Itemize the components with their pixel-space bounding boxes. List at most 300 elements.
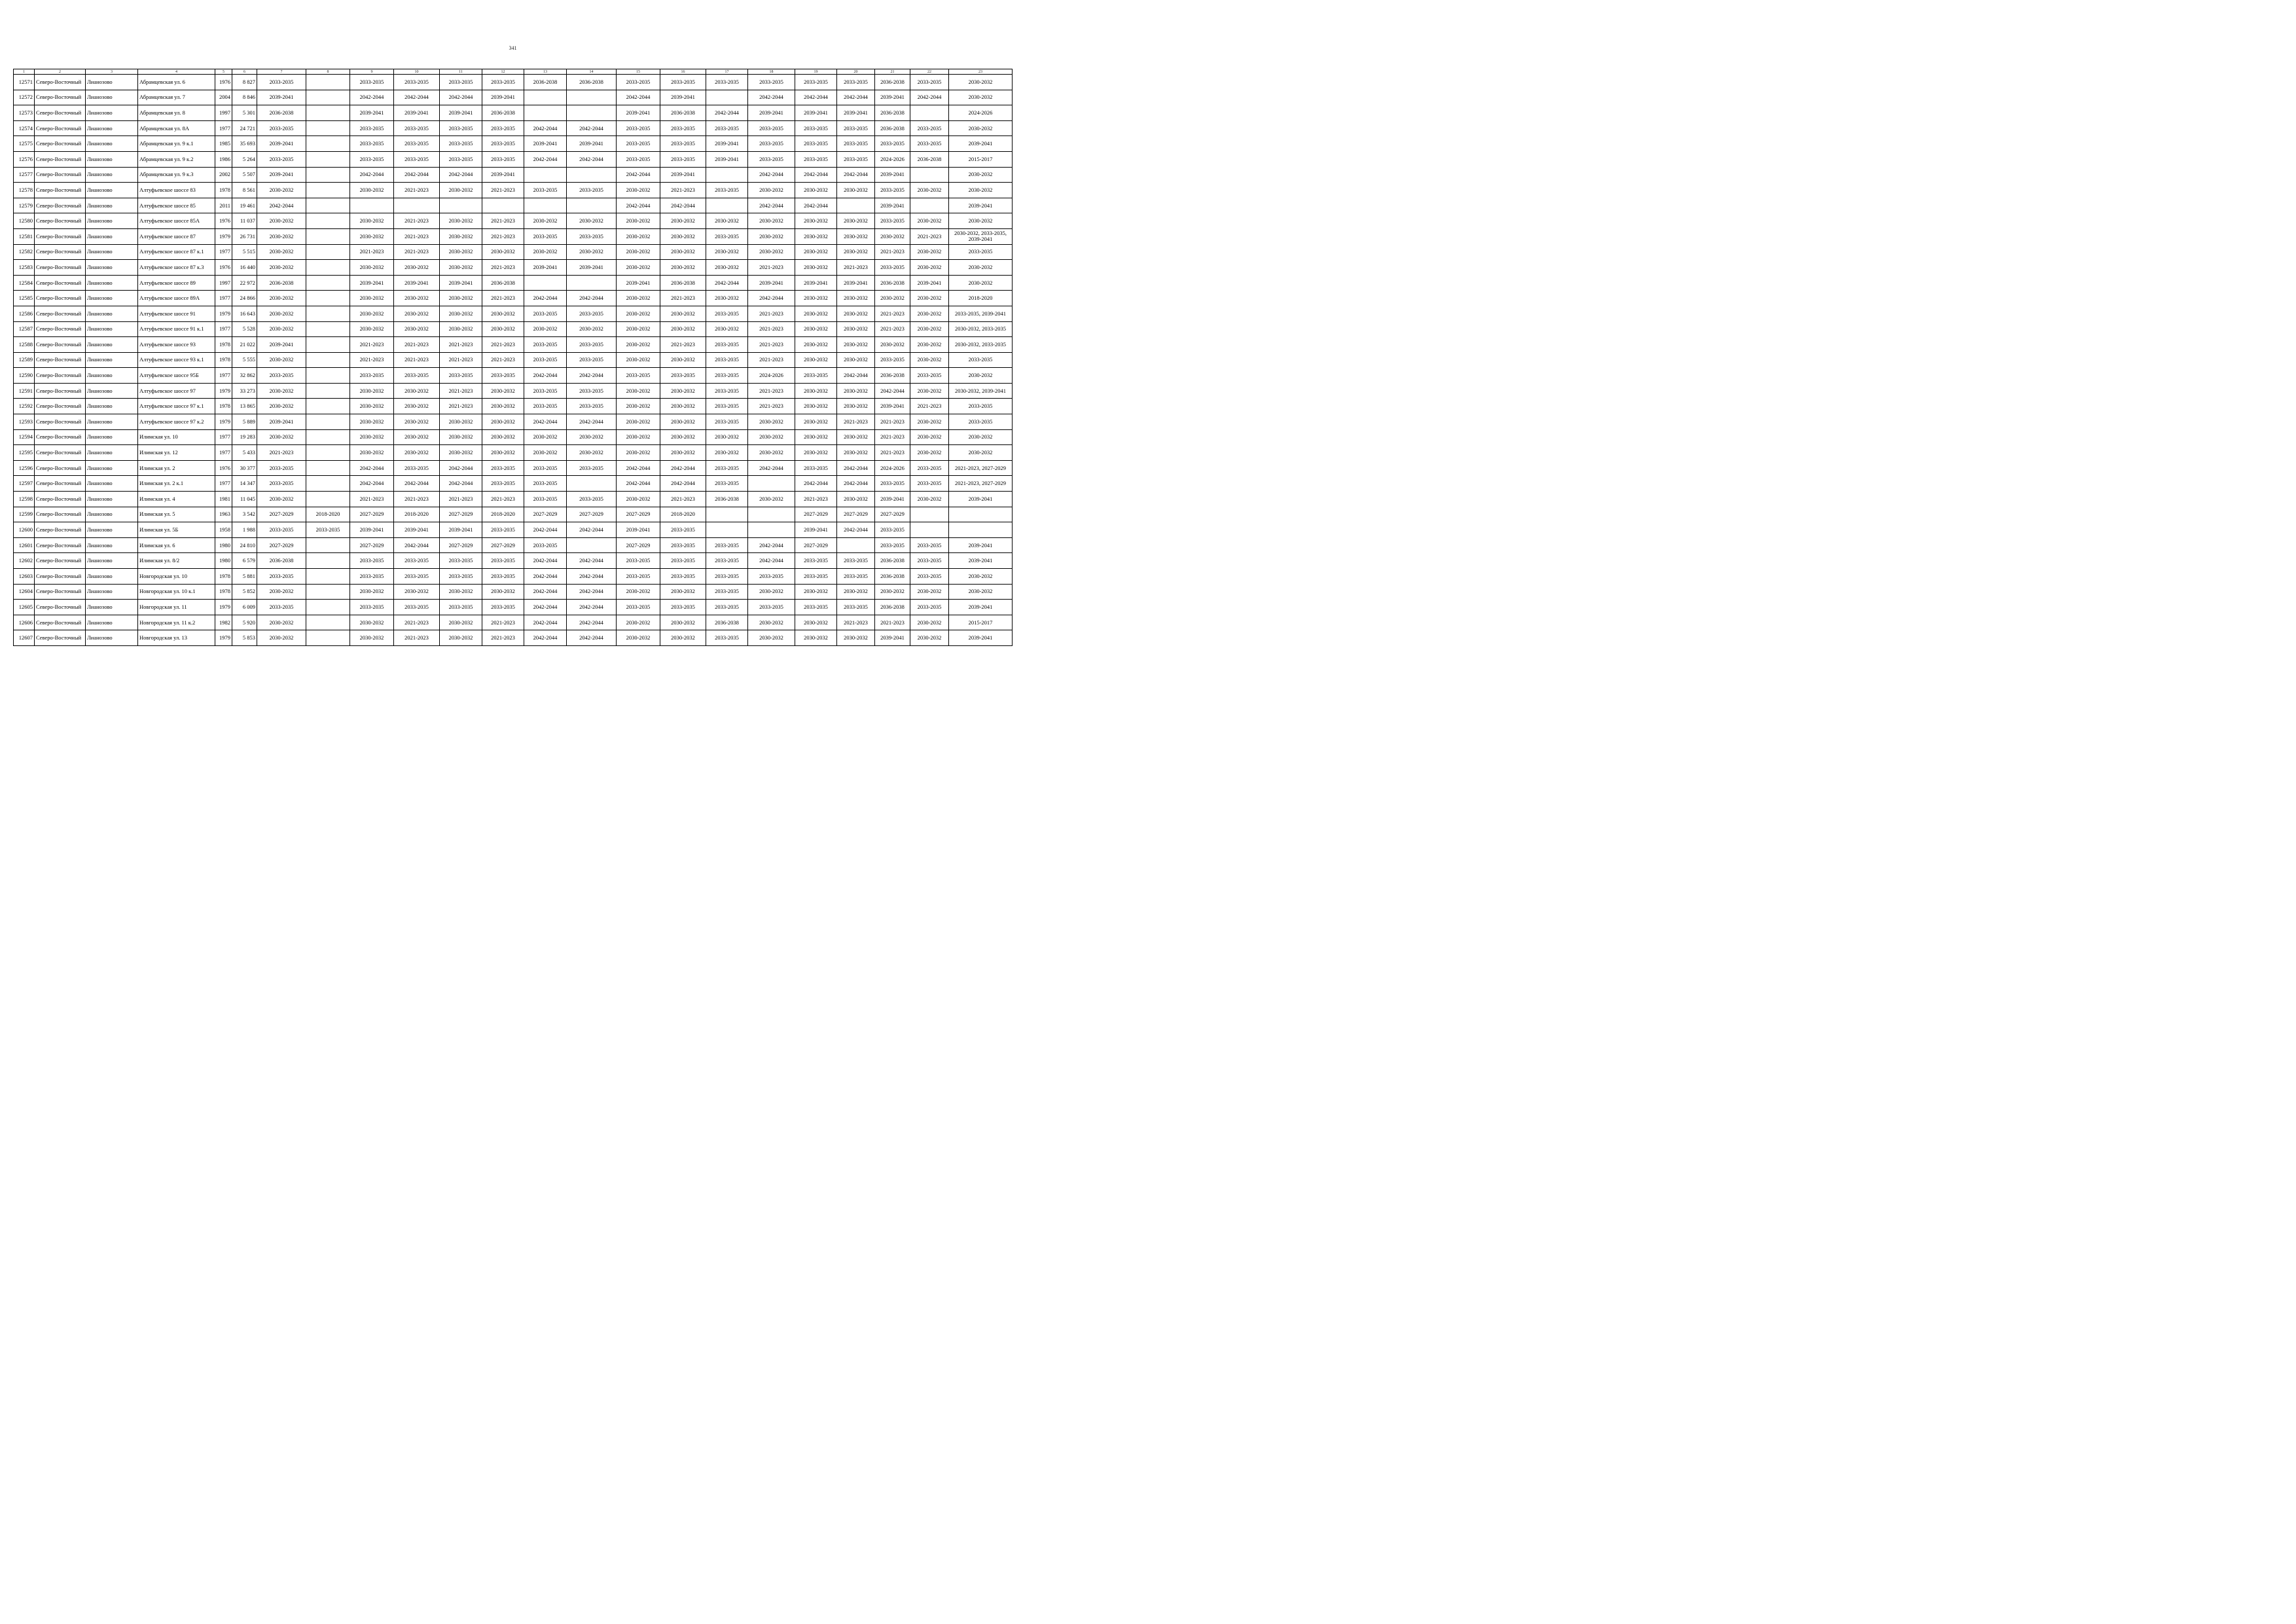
- table-cell-col-9: 2030-2032: [350, 228, 394, 244]
- table-cell-col-1: 12595: [14, 445, 35, 461]
- table-cell-col-11: 2021-2023: [440, 399, 482, 414]
- table-cell-col-4: Илимская ул. 6: [138, 537, 215, 553]
- table-cell-col-13: 2042-2044: [524, 615, 567, 630]
- table-cell-col-19: 2042-2044: [795, 167, 837, 183]
- table-cell-col-20: [837, 198, 875, 213]
- table-row: [14, 522, 1013, 538]
- table-cell-col-5: 1977: [215, 368, 232, 384]
- table-cell-col-5: 1981: [215, 492, 232, 507]
- table-cell-col-20: 2030-2032: [837, 584, 875, 600]
- table-cell-col-8: [306, 306, 350, 321]
- table-cell-col-22: 2033-2035: [910, 75, 949, 90]
- table-cell-col-12: [482, 198, 524, 213]
- table-cell-col-22: 2030-2032: [910, 429, 949, 445]
- table-cell-col-2: Северо-Восточный: [35, 244, 86, 260]
- table-cell-col-11: 2030-2032: [440, 213, 482, 229]
- table-cell-col-1: 12600: [14, 522, 35, 538]
- table-cell-col-15: 2030-2032: [617, 337, 660, 353]
- table-cell-col-22: 2021-2023: [910, 399, 949, 414]
- table-cell-col-16: 2030-2032: [660, 399, 706, 414]
- table-cell-col-5: 1978: [215, 584, 232, 600]
- table-cell-col-9: 2030-2032: [350, 383, 394, 399]
- table-cell-col-11: 2033-2035: [440, 553, 482, 569]
- table-cell-col-23: 2030-2032, 2033-2035: [949, 321, 1013, 337]
- table-cell-col-15: 2030-2032: [617, 352, 660, 368]
- table-cell-col-19: 2030-2032: [795, 306, 837, 321]
- table-cell-col-8: 2033-2035: [306, 522, 350, 538]
- table-row: [14, 429, 1013, 445]
- table-cell-col-8: [306, 136, 350, 152]
- table-cell-col-20: 2042-2044: [837, 167, 875, 183]
- table-cell-col-13: 2042-2044: [524, 553, 567, 569]
- table-cell-col-12: 2030-2032: [482, 306, 524, 321]
- table-cell-col-5: 1977: [215, 120, 232, 136]
- table-cell-col-15: 2039-2041: [617, 275, 660, 291]
- table-cell-col-2: Северо-Восточный: [35, 198, 86, 213]
- table-cell-col-6: 5 507: [232, 167, 257, 183]
- table-cell-col-18: 2030-2032: [748, 213, 795, 229]
- table-cell-col-18: 2042-2044: [748, 167, 795, 183]
- table-cell-col-15: 2042-2044: [617, 90, 660, 105]
- table-cell-col-21: 2039-2041: [875, 399, 910, 414]
- table-cell-col-21: 2036-2038: [875, 553, 910, 569]
- table-cell-col-12: 2033-2035: [482, 460, 524, 476]
- table-cell-col-3: Лианозово: [86, 198, 138, 213]
- table-cell-col-12: 2030-2032: [482, 414, 524, 430]
- table-cell-col-17: 2030-2032: [706, 244, 748, 260]
- table-cell-col-5: 1977: [215, 244, 232, 260]
- table-cell-col-15: 2033-2035: [617, 600, 660, 615]
- table-cell-col-1: 12593: [14, 414, 35, 430]
- table-cell-col-10: 2033-2035: [394, 120, 440, 136]
- table-cell-col-7: 2033-2035: [257, 120, 306, 136]
- table-cell-col-15: 2033-2035: [617, 368, 660, 384]
- table-cell-col-20: 2039-2041: [837, 105, 875, 121]
- table-cell-col-3: Лианозово: [86, 136, 138, 152]
- table-cell-col-15: 2030-2032: [617, 630, 660, 646]
- table-cell-col-23: [949, 522, 1013, 538]
- table-cell-col-3: Лианозово: [86, 368, 138, 384]
- table-cell-col-14: 2039-2041: [567, 136, 617, 152]
- table-cell-col-12: 2033-2035: [482, 120, 524, 136]
- table-cell-col-16: 2033-2035: [660, 368, 706, 384]
- table-cell-col-11: 2030-2032: [440, 244, 482, 260]
- table-cell-col-3: Лианозово: [86, 460, 138, 476]
- table-cell-col-11: 2039-2041: [440, 105, 482, 121]
- column-number: 5: [215, 69, 232, 75]
- table-cell-col-8: [306, 429, 350, 445]
- table-cell-col-23: 2015-2017: [949, 615, 1013, 630]
- table-cell-col-8: [306, 584, 350, 600]
- table-cell-col-15: 2042-2044: [617, 476, 660, 492]
- table-cell-col-13: 2042-2044: [524, 151, 567, 167]
- table-cell-col-13: 2042-2044: [524, 414, 567, 430]
- table-cell-col-8: [306, 368, 350, 384]
- table-cell-col-21: 2033-2035: [875, 476, 910, 492]
- table-cell-col-3: Лианозово: [86, 183, 138, 198]
- table-cell-col-15: 2033-2035: [617, 151, 660, 167]
- table-cell-col-2: Северо-Восточный: [35, 306, 86, 321]
- table-cell-col-7: 2039-2041: [257, 90, 306, 105]
- table-cell-col-21: 2036-2038: [875, 368, 910, 384]
- table-cell-col-11: 2027-2029: [440, 537, 482, 553]
- table-cell-col-3: Лианозово: [86, 120, 138, 136]
- table-cell-col-3: Лианозово: [86, 600, 138, 615]
- table-cell-col-2: Северо-Восточный: [35, 507, 86, 522]
- table-cell-col-1: 12582: [14, 244, 35, 260]
- table-cell-col-16: 2021-2023: [660, 183, 706, 198]
- table-cell-col-10: 2021-2023: [394, 244, 440, 260]
- column-number: 3: [86, 69, 138, 75]
- table-cell-col-19: 2042-2044: [795, 476, 837, 492]
- table-row: [14, 228, 1013, 244]
- table-cell-col-17: 2033-2035: [706, 553, 748, 569]
- table-cell-col-15: 2042-2044: [617, 167, 660, 183]
- table-cell-col-23: 2033-2035: [949, 244, 1013, 260]
- table-cell-col-22: 2039-2041: [910, 275, 949, 291]
- table-cell-col-12: 2021-2023: [482, 228, 524, 244]
- table-cell-col-19: 2030-2032: [795, 321, 837, 337]
- table-cell-col-14: 2042-2044: [567, 291, 617, 306]
- table-cell-col-9: 2030-2032: [350, 291, 394, 306]
- table-cell-col-13: 2030-2032: [524, 244, 567, 260]
- table-cell-col-9: 2042-2044: [350, 167, 394, 183]
- table-cell-col-16: 2030-2032: [660, 244, 706, 260]
- table-cell-col-10: 2042-2044: [394, 167, 440, 183]
- table-cell-col-8: [306, 399, 350, 414]
- table-cell-col-10: 2030-2032: [394, 445, 440, 461]
- table-cell-col-13: 2033-2035: [524, 476, 567, 492]
- table-cell-col-8: [306, 90, 350, 105]
- table-cell-col-7: 2033-2035: [257, 600, 306, 615]
- table-cell-col-2: Северо-Восточный: [35, 352, 86, 368]
- table-cell-col-3: Лианозово: [86, 399, 138, 414]
- table-cell-col-8: [306, 228, 350, 244]
- column-number: 19: [795, 69, 837, 75]
- table-cell-col-10: 2042-2044: [394, 90, 440, 105]
- table-cell-col-3: Лианозово: [86, 337, 138, 353]
- table-cell-col-19: 2030-2032: [795, 183, 837, 198]
- table-cell-col-13: 2033-2035: [524, 492, 567, 507]
- table-cell-col-9: 2021-2023: [350, 244, 394, 260]
- table-cell-col-14: [567, 275, 617, 291]
- table-row: [14, 90, 1013, 105]
- table-cell-col-9: 2021-2023: [350, 492, 394, 507]
- table-cell-col-3: Лианозово: [86, 615, 138, 630]
- table-cell-col-4: Алтуфьевское шоссе 87 к.1: [138, 244, 215, 260]
- table-cell-col-18: 2039-2041: [748, 105, 795, 121]
- table-cell-col-6: 26 731: [232, 228, 257, 244]
- table-cell-col-14: [567, 476, 617, 492]
- table-cell-col-6: 6 579: [232, 553, 257, 569]
- table-cell-col-21: 2039-2041: [875, 492, 910, 507]
- table-cell-col-18: 2021-2023: [748, 337, 795, 353]
- table-cell-col-2: Северо-Восточный: [35, 522, 86, 538]
- table-cell-col-4: Алтуфьевское шоссе 89: [138, 275, 215, 291]
- table-cell-col-22: 2030-2032: [910, 321, 949, 337]
- table-cell-col-8: 2018-2020: [306, 507, 350, 522]
- table-cell-col-20: 2030-2032: [837, 383, 875, 399]
- table-row: [14, 244, 1013, 260]
- table-cell-col-21: 2039-2041: [875, 167, 910, 183]
- table-cell-col-18: 2033-2035: [748, 600, 795, 615]
- table-cell-col-21: 2030-2032: [875, 337, 910, 353]
- table-cell-col-9: 2033-2035: [350, 600, 394, 615]
- table-cell-col-20: 2030-2032: [837, 244, 875, 260]
- table-cell-col-9: 2030-2032: [350, 213, 394, 229]
- table-cell-col-16: 2036-2038: [660, 105, 706, 121]
- table-cell-col-2: Северо-Восточный: [35, 167, 86, 183]
- table-cell-col-9: 2039-2041: [350, 105, 394, 121]
- table-cell-col-15: 2030-2032: [617, 492, 660, 507]
- column-number: 8: [306, 69, 350, 75]
- table-cell-col-9: 2030-2032: [350, 429, 394, 445]
- table-cell-col-22: 2030-2032: [910, 414, 949, 430]
- table-cell-col-14: 2033-2035: [567, 460, 617, 476]
- table-cell-col-11: 2021-2023: [440, 383, 482, 399]
- table-cell-col-16: 2042-2044: [660, 460, 706, 476]
- table-cell-col-22: 2036-2038: [910, 151, 949, 167]
- table-cell-col-11: 2033-2035: [440, 569, 482, 585]
- column-number: 11: [440, 69, 482, 75]
- table-cell-col-22: 2033-2035: [910, 368, 949, 384]
- table-cell-col-18: 2030-2032: [748, 615, 795, 630]
- table-cell-col-1: 12590: [14, 368, 35, 384]
- table-cell-col-11: 2030-2032: [440, 228, 482, 244]
- table-cell-col-8: [306, 600, 350, 615]
- table-cell-col-5: 1997: [215, 105, 232, 121]
- table-cell-col-10: 2018-2020: [394, 507, 440, 522]
- table-cell-col-5: 1980: [215, 553, 232, 569]
- table-cell-col-17: 2030-2032: [706, 291, 748, 306]
- table-cell-col-18: 2042-2044: [748, 198, 795, 213]
- table-cell-col-9: 2030-2032: [350, 414, 394, 430]
- table-cell-col-23: 2039-2041: [949, 600, 1013, 615]
- table-cell-col-13: 2033-2035: [524, 183, 567, 198]
- table-cell-col-18: 2042-2044: [748, 553, 795, 569]
- table-cell-col-20: 2030-2032: [837, 399, 875, 414]
- table-cell-col-16: 2033-2035: [660, 75, 706, 90]
- table-cell-col-5: 1979: [215, 306, 232, 321]
- table-cell-col-23: 2030-2032: [949, 120, 1013, 136]
- table-cell-col-16: 2033-2035: [660, 537, 706, 553]
- table-cell-col-3: Лианозово: [86, 352, 138, 368]
- table-cell-col-19: 2030-2032: [795, 213, 837, 229]
- table-cell-col-18: 2030-2032: [748, 492, 795, 507]
- table-cell-col-9: 2021-2023: [350, 352, 394, 368]
- data-table: [13, 69, 1013, 646]
- table-cell-col-17: [706, 507, 748, 522]
- table-cell-col-4: Абрамцевская ул. 9 к.3: [138, 167, 215, 183]
- column-number: 21: [875, 69, 910, 75]
- table-cell-col-21: 2021-2023: [875, 429, 910, 445]
- page-number: 341: [509, 45, 517, 51]
- table-cell-col-7: 2030-2032: [257, 244, 306, 260]
- table-cell-col-19: 2030-2032: [795, 429, 837, 445]
- table-cell-col-18: 2030-2032: [748, 183, 795, 198]
- table-cell-col-3: Лианозово: [86, 291, 138, 306]
- table-cell-col-9: 2030-2032: [350, 615, 394, 630]
- table-cell-col-9: 2030-2032: [350, 445, 394, 461]
- column-number: 1: [14, 69, 35, 75]
- table-row: [14, 275, 1013, 291]
- table-cell-col-6: 24 810: [232, 537, 257, 553]
- table-row: [14, 167, 1013, 183]
- table-cell-col-13: 2033-2035: [524, 352, 567, 368]
- table-cell-col-19: 2027-2029: [795, 507, 837, 522]
- table-cell-col-4: Алтуфьевское шоссе 97 к.2: [138, 414, 215, 430]
- table-cell-col-3: Лианозово: [86, 275, 138, 291]
- table-row: [14, 136, 1013, 152]
- table-cell-col-15: 2030-2032: [617, 584, 660, 600]
- table-cell-col-22: 2033-2035: [910, 569, 949, 585]
- table-cell-col-16: 2030-2032: [660, 615, 706, 630]
- table-cell-col-22: 2030-2032: [910, 213, 949, 229]
- table-cell-col-15: 2030-2032: [617, 321, 660, 337]
- table-cell-col-1: 12603: [14, 569, 35, 585]
- table-cell-col-16: 2042-2044: [660, 198, 706, 213]
- table-cell-col-2: Северо-Восточный: [35, 120, 86, 136]
- table-cell-col-17: 2033-2035: [706, 630, 748, 646]
- table-cell-col-12: 2030-2032: [482, 445, 524, 461]
- table-row: [14, 553, 1013, 569]
- table-cell-col-9: 2039-2041: [350, 275, 394, 291]
- table-cell-col-11: 2042-2044: [440, 167, 482, 183]
- table-cell-col-10: 2039-2041: [394, 275, 440, 291]
- table-cell-col-16: 2033-2035: [660, 151, 706, 167]
- column-number: 7: [257, 69, 306, 75]
- table-cell-col-23: 2033-2035: [949, 352, 1013, 368]
- table-cell-col-4: Алтуфьевское шоссе 85А: [138, 213, 215, 229]
- table-cell-col-7: 2033-2035: [257, 368, 306, 384]
- table-cell-col-11: 2042-2044: [440, 90, 482, 105]
- table-cell-col-12: 2033-2035: [482, 600, 524, 615]
- table-cell-col-19: 2030-2032: [795, 383, 837, 399]
- table-cell-col-23: 2030-2032, 2033-2035: [949, 337, 1013, 353]
- table-cell-col-4: Алтуфьевское шоссе 89А: [138, 291, 215, 306]
- table-cell-col-17: 2033-2035: [706, 120, 748, 136]
- table-cell-col-7: 2021-2023: [257, 445, 306, 461]
- table-cell-col-16: 2021-2023: [660, 291, 706, 306]
- table-cell-col-5: 1997: [215, 275, 232, 291]
- table-cell-col-10: [394, 198, 440, 213]
- table-cell-col-22: 2030-2032: [910, 244, 949, 260]
- table-cell-col-3: Лианозово: [86, 630, 138, 646]
- table-cell-col-20: 2042-2044: [837, 460, 875, 476]
- table-row: [14, 537, 1013, 553]
- table-cell-col-16: 2030-2032: [660, 213, 706, 229]
- table-cell-col-15: 2030-2032: [617, 414, 660, 430]
- table-cell-col-19: 2033-2035: [795, 368, 837, 384]
- table-cell-col-6: 8 827: [232, 75, 257, 90]
- table-cell-col-23: 2039-2041: [949, 537, 1013, 553]
- table-cell-col-18: [748, 476, 795, 492]
- table-cell-col-23: 2030-2032, 2033-2035, 2039-2041: [949, 228, 1013, 244]
- table-cell-col-2: Северо-Восточный: [35, 414, 86, 430]
- table-cell-col-8: [306, 321, 350, 337]
- table-cell-col-10: 2039-2041: [394, 105, 440, 121]
- table-cell-col-11: 2030-2032: [440, 445, 482, 461]
- table-cell-col-7: 2030-2032: [257, 321, 306, 337]
- table-cell-col-5: 1980: [215, 537, 232, 553]
- table-cell-col-16: 2030-2032: [660, 228, 706, 244]
- table-cell-col-1: 12596: [14, 460, 35, 476]
- table-cell-col-2: Северо-Восточный: [35, 445, 86, 461]
- table-cell-col-13: 2033-2035: [524, 306, 567, 321]
- table-cell-col-7: 2030-2032: [257, 260, 306, 276]
- table-cell-col-17: 2033-2035: [706, 600, 748, 615]
- table-cell-col-2: Северо-Восточный: [35, 90, 86, 105]
- table-cell-col-17: 2030-2032: [706, 321, 748, 337]
- table-cell-col-2: Северо-Восточный: [35, 368, 86, 384]
- table-cell-col-13: [524, 167, 567, 183]
- table-cell-col-16: 2033-2035: [660, 522, 706, 538]
- table-cell-col-4: Абрамцевская ул. 9 к.2: [138, 151, 215, 167]
- table-cell-col-3: Лианозово: [86, 244, 138, 260]
- table-cell-col-2: Северо-Восточный: [35, 383, 86, 399]
- table-cell-col-21: 2033-2035: [875, 136, 910, 152]
- table-cell-col-1: 12598: [14, 492, 35, 507]
- table-cell-col-9: 2033-2035: [350, 136, 394, 152]
- table-cell-col-14: 2033-2035: [567, 352, 617, 368]
- table-cell-col-15: 2033-2035: [617, 136, 660, 152]
- table-cell-col-20: 2021-2023: [837, 414, 875, 430]
- table-cell-col-16: 2042-2044: [660, 476, 706, 492]
- table-cell-col-9: 2039-2041: [350, 522, 394, 538]
- table-cell-col-8: [306, 105, 350, 121]
- table-cell-col-3: Лианозово: [86, 75, 138, 90]
- table-cell-col-23: 2030-2032: [949, 429, 1013, 445]
- table-cell-col-8: [306, 167, 350, 183]
- table-cell-col-22: 2030-2032: [910, 337, 949, 353]
- table-cell-col-12: 2021-2023: [482, 213, 524, 229]
- table-cell-col-8: [306, 414, 350, 430]
- table-cell-col-1: 12604: [14, 584, 35, 600]
- table-cell-col-17: [706, 167, 748, 183]
- table-cell-col-9: 2033-2035: [350, 151, 394, 167]
- table-cell-col-15: 2027-2029: [617, 507, 660, 522]
- table-cell-col-10: 2021-2023: [394, 615, 440, 630]
- table-cell-col-13: 2030-2032: [524, 429, 567, 445]
- table-cell-col-22: [910, 522, 949, 538]
- table-cell-col-5: 2004: [215, 90, 232, 105]
- table-cell-col-17: 2033-2035: [706, 399, 748, 414]
- table-cell-col-22: 2033-2035: [910, 537, 949, 553]
- table-cell-col-19: 2030-2032: [795, 337, 837, 353]
- table-cell-col-8: [306, 75, 350, 90]
- table-cell-col-21: 2021-2023: [875, 615, 910, 630]
- table-cell-col-1: 12573: [14, 105, 35, 121]
- table-cell-col-13: 2042-2044: [524, 569, 567, 585]
- table-cell-col-7: 2033-2035: [257, 569, 306, 585]
- table-cell-col-21: 2030-2032: [875, 584, 910, 600]
- table-cell-col-1: 12594: [14, 429, 35, 445]
- table-cell-col-23: 2030-2032, 2039-2041: [949, 383, 1013, 399]
- table-cell-col-3: Лианозово: [86, 228, 138, 244]
- table-cell-col-20: 2030-2032: [837, 630, 875, 646]
- table-cell-col-11: 2030-2032: [440, 306, 482, 321]
- column-number: 17: [706, 69, 748, 75]
- table-cell-col-5: 1985: [215, 136, 232, 152]
- table-cell-col-3: Лианозово: [86, 584, 138, 600]
- table-cell-col-17: 2033-2035: [706, 569, 748, 585]
- table-cell-col-8: [306, 151, 350, 167]
- table-cell-col-19: 2030-2032: [795, 445, 837, 461]
- table-cell-col-1: 12588: [14, 337, 35, 353]
- table-cell-col-20: 2042-2044: [837, 522, 875, 538]
- table-cell-col-1: 12591: [14, 383, 35, 399]
- table-cell-col-22: [910, 507, 949, 522]
